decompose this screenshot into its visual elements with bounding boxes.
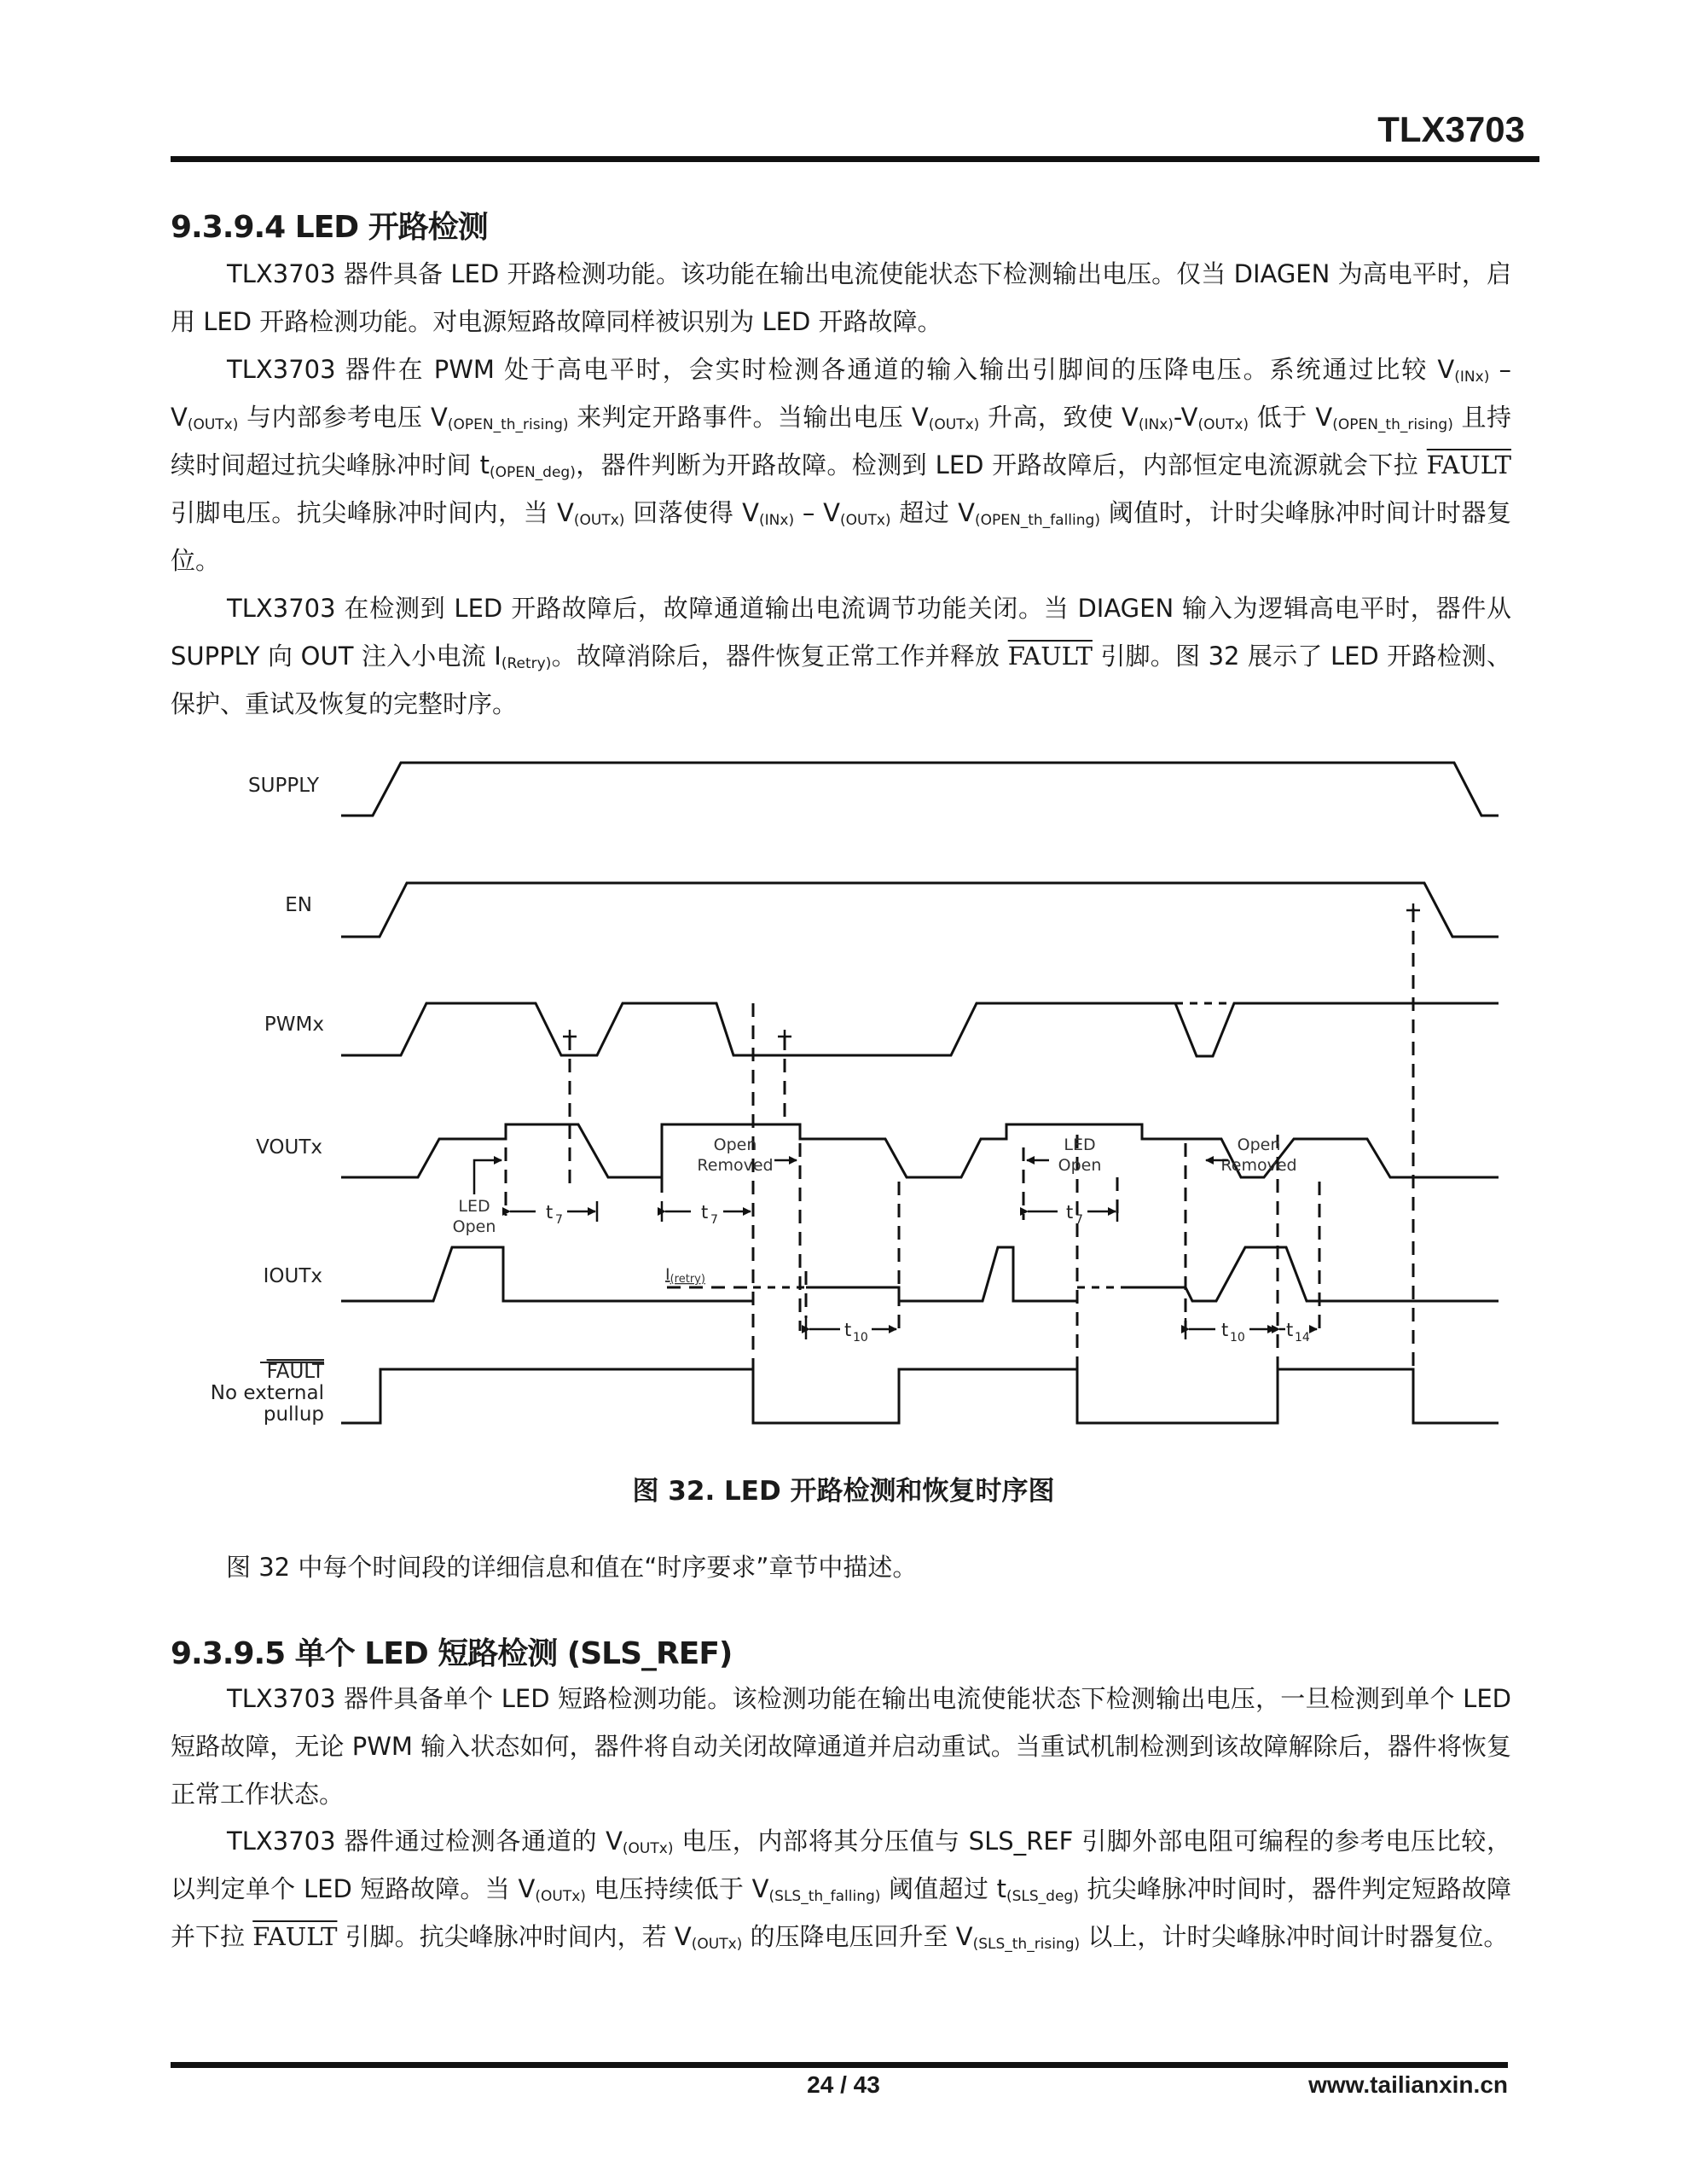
svg-text:t: t [1066,1202,1074,1223]
page-number: 24 / 43 [807,2071,880,2098]
annotation-led-open-2: Open [1058,1156,1102,1175]
signal-label-iout: IOUTx [263,1265,322,1287]
waveform-iout-3 [1122,1247,1499,1301]
signal-label-fault-note-2: pullup [263,1403,324,1426]
paragraph-open-detect-2: TLX3703 器件在 PWM 处于高电平时，会实时检测各通道的输入输出引脚间的压降电压。系统通过比较 $V_{(INx)} - V_{(OUTx)}$ 与内部参考电压 $V_{(OPEN\_th\_rising)}$ 来判定开路事件。当输出电压 $V_{(OUTx)}$ 升高，致使 $V_{(INx)}-V_{(OUTx)}$ 低于 $V_{(OPEN\_th\_rising)}$ 且持续时间超过抗尖峰脉冲时间 $t_{(OPEN\_deg)}$，器件判断为开路故障。检测到 LED 开路故障后，内部恒定电流源就会下拉 FAULT 引脚电压。抗尖峰脉冲时间内，当 $V_{(OUTx)}$ 回落使得 $V_{(INx)} - V_{(OUTx)}$ 超过 $V_{(OPEN\_th\_falling)}$ 阈值时，计时尖峰脉冲时间计时器复位。 [171,355,1512,575]
paragraph-text: TLX3703 器件具备 LED 开路检测功能。该功能在输出电流使能状态下检测输出电压。仅当 DIAGEN 为高电平时，启用 LED 开路检测功能。对电源短路故障同样被识别为 LED 开路故障。 [171,259,1511,336]
dimension-t10 [1186,1318,1275,1345]
svg-text:10: 10 [1230,1331,1245,1345]
annotation-open-removed-2: Removed [1220,1156,1297,1175]
annotation-led-open-2: Open [452,1217,496,1236]
svg-text:t: t [546,1202,554,1223]
dimension-t10 [806,1318,896,1345]
signal-label-fault: FAULT [266,1361,324,1383]
footer-website-link[interactable]: www.tailianxin.cn [1308,2071,1508,2098]
svg-text:14: 14 [1295,1331,1310,1345]
paragraph-text: TLX3703 器件具备单个 LED 短路检测功能。该检测功能在输出电流使能状态下检测输出电压，一旦检测到单个 LED 短路故障，无论 PWM 输入状态如何，器件将自动关闭故障通道并启动重试。当重试机制检测到该故障解除后，器件将恢复正常工作状态。 [171,1684,1511,1809]
waveform-vout-1 [341,1124,648,1177]
annotation-led-open-1: LED [1064,1136,1096,1154]
svg-text:7: 7 [710,1213,718,1227]
annotation-led-open-1: LED [458,1197,490,1216]
dimension-t7 [510,1201,597,1227]
signal-label-pwm: PWMx [264,1014,324,1036]
dimension-t14 [1279,1320,1317,1345]
annotation-open-removed-2: Removed [697,1156,774,1175]
paragraph-short-detect-1 [171,1675,1511,1818]
figure-note: 图 32 中每个时间段的详细信息和值在“时序要求”章节中描述。 [226,1553,918,1582]
waveform-pwm [341,1003,1499,1056]
waveform-iout-2 [806,1247,1077,1301]
svg-text:t: t [1221,1320,1229,1340]
svg-text:t: t [1286,1320,1294,1340]
waveform-supply [341,763,1499,816]
dimension-t7 [662,1201,751,1227]
signal-label-vout: VOUTx [256,1136,322,1159]
signal-label-supply: SUPPLY [248,775,319,797]
crossing-marker [1406,903,1420,917]
waveform-fault [341,1369,1499,1423]
fault-pin-name: FAULT [252,1922,338,1951]
section-title-9395: 9.3.9.5 单个 LED 短路检测 (SLS_REF) [171,1636,733,1671]
fault-pin-name: FAULT [1007,642,1093,671]
annotation-i-retry: I(retry) [665,1265,705,1286]
signal-label-fault-note-1: No external [210,1382,324,1404]
annotation-open-removed-1: Open [1237,1136,1281,1154]
crossing-marker [778,1030,791,1043]
footer-rule [171,2062,1508,2068]
signal-label-en: EN [285,894,312,916]
paragraph-short-detect-2: TLX3703 器件通过检测各通道的 $V_{(OUTx)}$ 电压，内部将其分压值与 SLS_REF 引脚外部电阻可编程的参考电压比较，以判定单个 LED 短路故障。当 $V_{(OUTx)}$ 电压持续低于 $V_{(SLS\_th\_falling)}$ 阈值超过 $t_{(SLS\_deg)}$ 抗尖峰脉冲时间时，器件判定短路故障并下拉 FAULT 引脚。抗尖峰脉冲时间内，若 $V_{(OUTx)}$ 的压降电压回升至 $V_{(SLS\_th\_rising)}$ 以上，计时尖峰脉冲时间计时器复位。 [171,1827,1511,1953]
svg-text:t: t [701,1202,709,1223]
arrow-led-open [474,1160,501,1194]
waveform-en [341,883,1499,937]
svg-text:10: 10 [853,1331,868,1345]
document-title: TLX3703 [1377,109,1525,149]
svg-text:t: t [844,1320,852,1340]
annotation-open-removed-1: Open [713,1136,757,1154]
paragraph-open-detect-3: TLX3703 在检测到 LED 开路故障后，故障通道输出电流调节功能关闭。当 DIAGEN 输入为逻辑高电平时，器件从 SUPPLY 向 OUT 注入小电流 $I_{(Retry)}$。故障消除后，器件恢复正常工作并释放 FAULT 引脚。图 32 展示了 LED 开路检测、保护、重试及恢复的完整时序。 [171,594,1511,718]
fault-pin-name: FAULT [1426,450,1511,479]
svg-text:7: 7 [1075,1213,1083,1227]
crossing-marker [563,1030,577,1043]
svg-text:7: 7 [555,1213,563,1227]
figure-caption: 图 32. LED 开路检测和恢复时序图 [632,1476,1055,1507]
section-title-9394: 9.3.9.4 LED 开路检测 [171,210,488,245]
dimension-t7 [1028,1201,1117,1227]
